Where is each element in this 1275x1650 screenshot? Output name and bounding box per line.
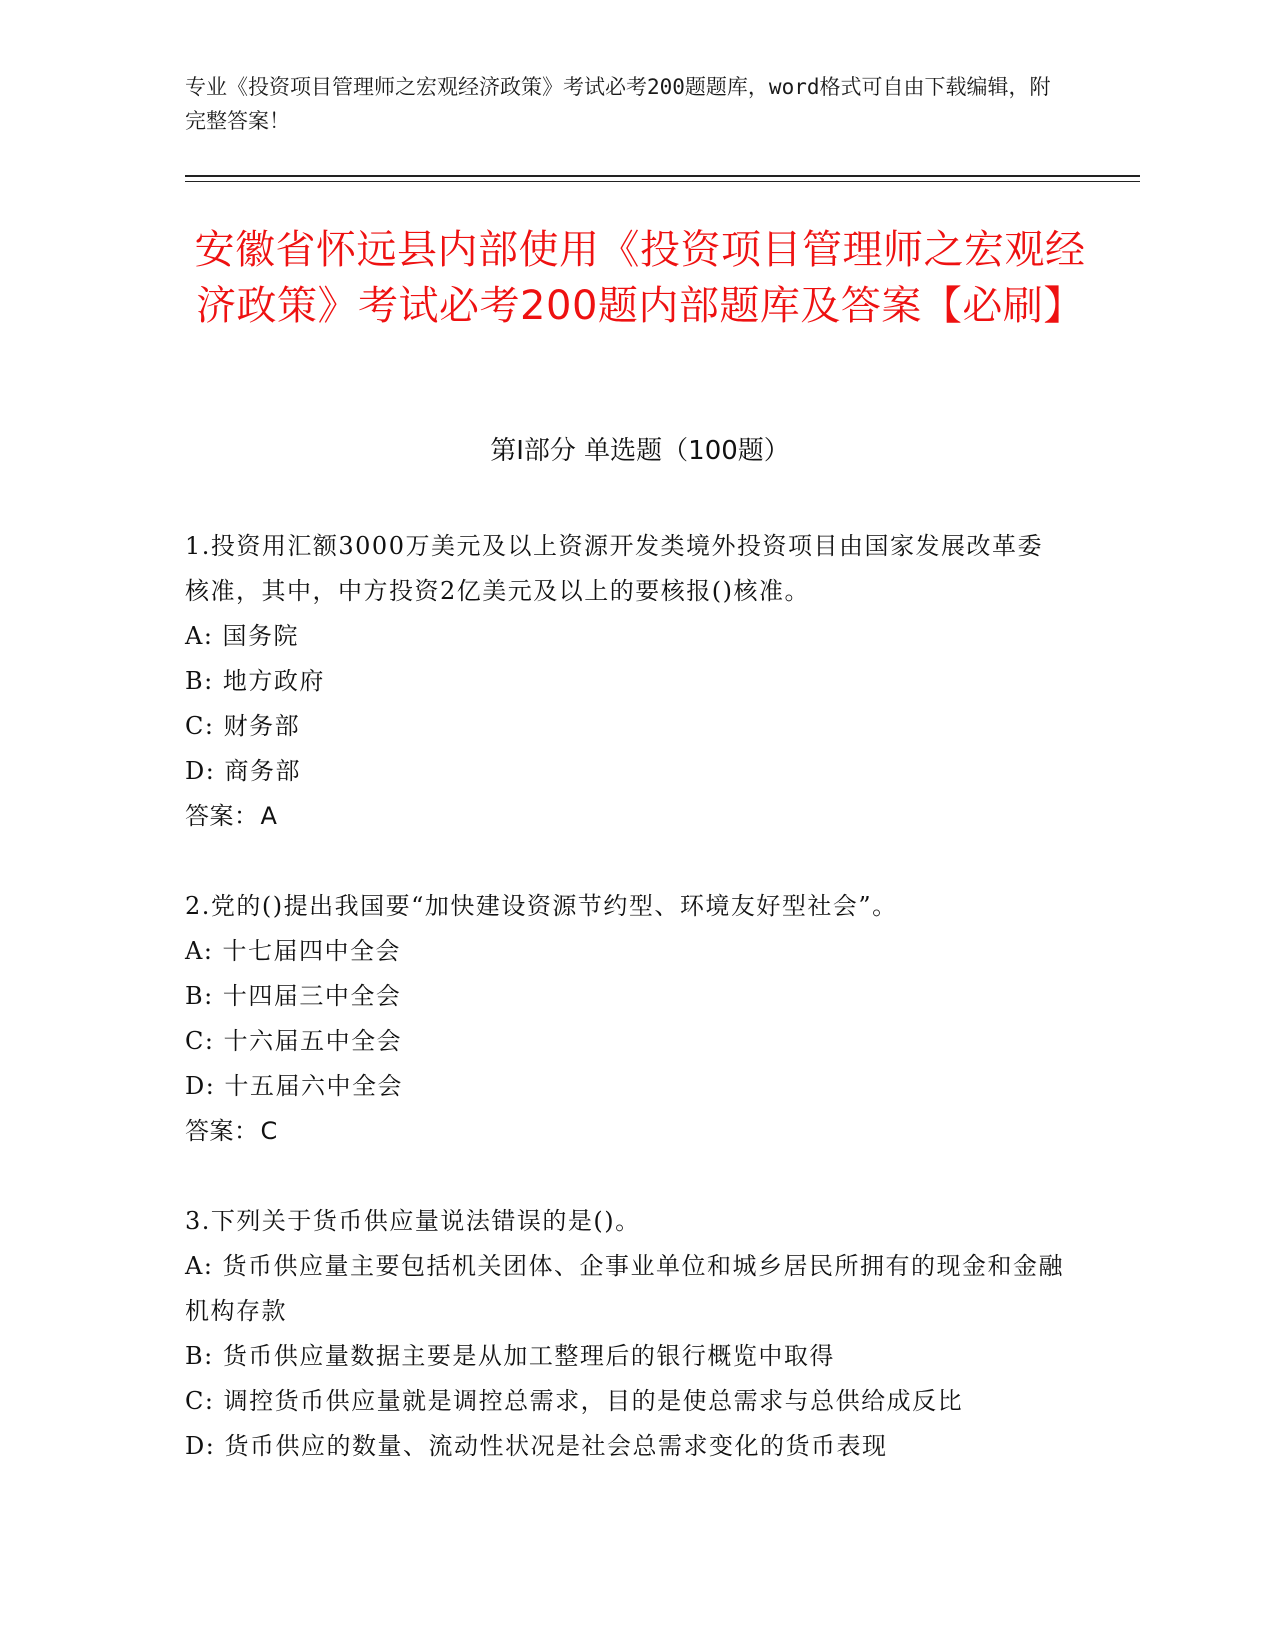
answer-value: A bbox=[260, 802, 278, 830]
option-b: B: 十四届三中全会 bbox=[185, 982, 402, 1010]
document-title: 安徽省怀远县内部使用《投资项目管理师之宏观经济政策》考试必考200题内部题库及答案【必刷】 bbox=[194, 227, 1086, 329]
question-answer bbox=[185, 794, 1065, 839]
header-divider-thick bbox=[185, 175, 1140, 177]
question-stem: 3.下列关于货币供应量说法错误的是()。 bbox=[185, 1207, 641, 1235]
header-divider-thin bbox=[185, 181, 1140, 182]
question-list bbox=[185, 524, 1065, 1514]
option-c: C: 调控货币供应量就是调控总需求，目的是使总需求与总供给成反比 bbox=[185, 1387, 964, 1415]
option-d: D: 商务部 bbox=[185, 757, 301, 785]
question-stem: 2.党的()提出我国要“加快建设资源节约型、环境友好型社会”。 bbox=[185, 892, 898, 920]
question-answer bbox=[185, 1109, 1065, 1154]
option-b: B: 货币供应量数据主要是从加工整理后的银行概览中取得 bbox=[185, 1342, 835, 1370]
section-title: 第I部分 单选题（100题） bbox=[490, 436, 790, 466]
question-2 bbox=[185, 884, 1065, 1154]
option-a: A: 国务院 bbox=[185, 622, 300, 650]
header-note: 专业《投资项目管理师之宏观经济政策》考试必考200题题库，word格式可自由下载编辑，附完整答案！ bbox=[185, 75, 1051, 133]
question-1 bbox=[185, 524, 1065, 839]
option-c: C: 财务部 bbox=[185, 712, 301, 740]
option-a: A: 十七届四中全会 bbox=[185, 937, 402, 965]
option-b: B: 地方政府 bbox=[185, 667, 325, 695]
option-a: A: 货币供应量主要包括机关团体、企事业单位和城乡居民所拥有的现金和金融机构存款 bbox=[185, 1252, 1065, 1325]
answer-label: 答案： bbox=[185, 1117, 259, 1145]
option-d: D: 十五届六中全会 bbox=[185, 1072, 403, 1100]
option-d: D: 货币供应的数量、流动性状况是社会总需求变化的货币表现 bbox=[185, 1432, 888, 1460]
question-stem: 1.投资用汇额3000万美元及以上资源开发类境外投资项目由国家发展改革委核准，其中，中方投资2亿美元及以上的要核报()核准。 bbox=[185, 532, 1043, 605]
option-c: C: 十六届五中全会 bbox=[185, 1027, 403, 1055]
question-3 bbox=[185, 1199, 1065, 1469]
answer-label: 答案： bbox=[185, 802, 259, 830]
answer-value: C bbox=[260, 1117, 278, 1145]
